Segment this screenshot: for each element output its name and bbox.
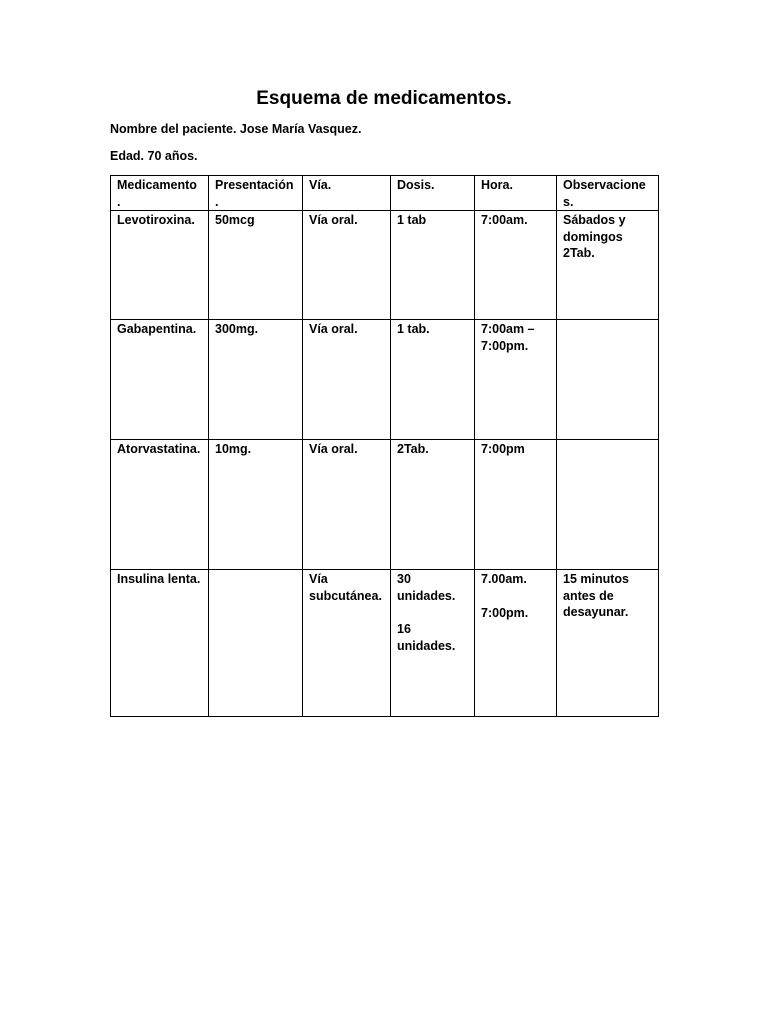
cell-dosis [391,570,475,717]
header-observaciones: Observaciones. [557,176,659,211]
header-presentacion: Presentación. [209,176,303,211]
cell-dosis: 1 tab. [391,320,475,440]
cell-spacer [397,604,468,621]
cell-hora-morning: 7.00am. [481,572,527,586]
cell-hora: 7:00pm [475,440,557,570]
header-hora: Hora. [475,176,557,211]
cell-medicamento: Atorvastatina. [111,440,209,570]
patient-age-line: Edad. 70 años. [110,149,198,163]
cell-observaciones [557,320,659,440]
cell-observaciones: Sábados y domingos 2Tab. [557,211,659,320]
document-title: Esquema de medicamentos. [256,88,512,109]
cell-hora [475,570,557,717]
cell-medicamento: Insulina lenta. [111,570,209,717]
cell-spacer [481,588,550,605]
header-dosis: Dosis. [391,176,475,211]
patient-name-line: Nombre del paciente. Jose María Vasquez. [110,122,362,136]
cell-dosis: 2Tab. [391,440,475,570]
cell-hora-evening: 7:00pm. [481,605,529,620]
header-medicamento: Medicamento . [111,176,209,211]
cell-dosis-evening: 16 unidades. [397,622,456,653]
cell-medicamento: Levotiroxina. [111,211,209,320]
cell-dosis: 1 tab [391,211,475,320]
cell-medicamento: Gabapentina. [111,320,209,440]
cell-presentacion: 50mcg [209,211,303,320]
header-via: Vía. [303,176,391,211]
cell-via: Vía oral. [303,320,391,440]
table-row [111,211,659,320]
cell-observaciones: 15 minutos antes de desayunar. [557,570,659,717]
cell-presentacion: 10mg. [209,440,303,570]
table-row [111,320,659,440]
cell-observaciones [557,440,659,570]
cell-via: Vía oral. [303,440,391,570]
cell-hora: 7:00am – 7:00pm. [475,320,557,440]
cell-presentacion [209,570,303,717]
table-header-row [111,176,659,211]
table-row [111,440,659,570]
cell-dosis-morning: 30 unidades. [397,572,456,603]
cell-via: Vía oral. [303,211,391,320]
medication-table [110,175,659,717]
cell-presentacion: 300mg. [209,320,303,440]
cell-hora: 7:00am. [475,211,557,320]
table-row [111,570,659,717]
cell-via: Vía subcutánea. [303,570,391,717]
